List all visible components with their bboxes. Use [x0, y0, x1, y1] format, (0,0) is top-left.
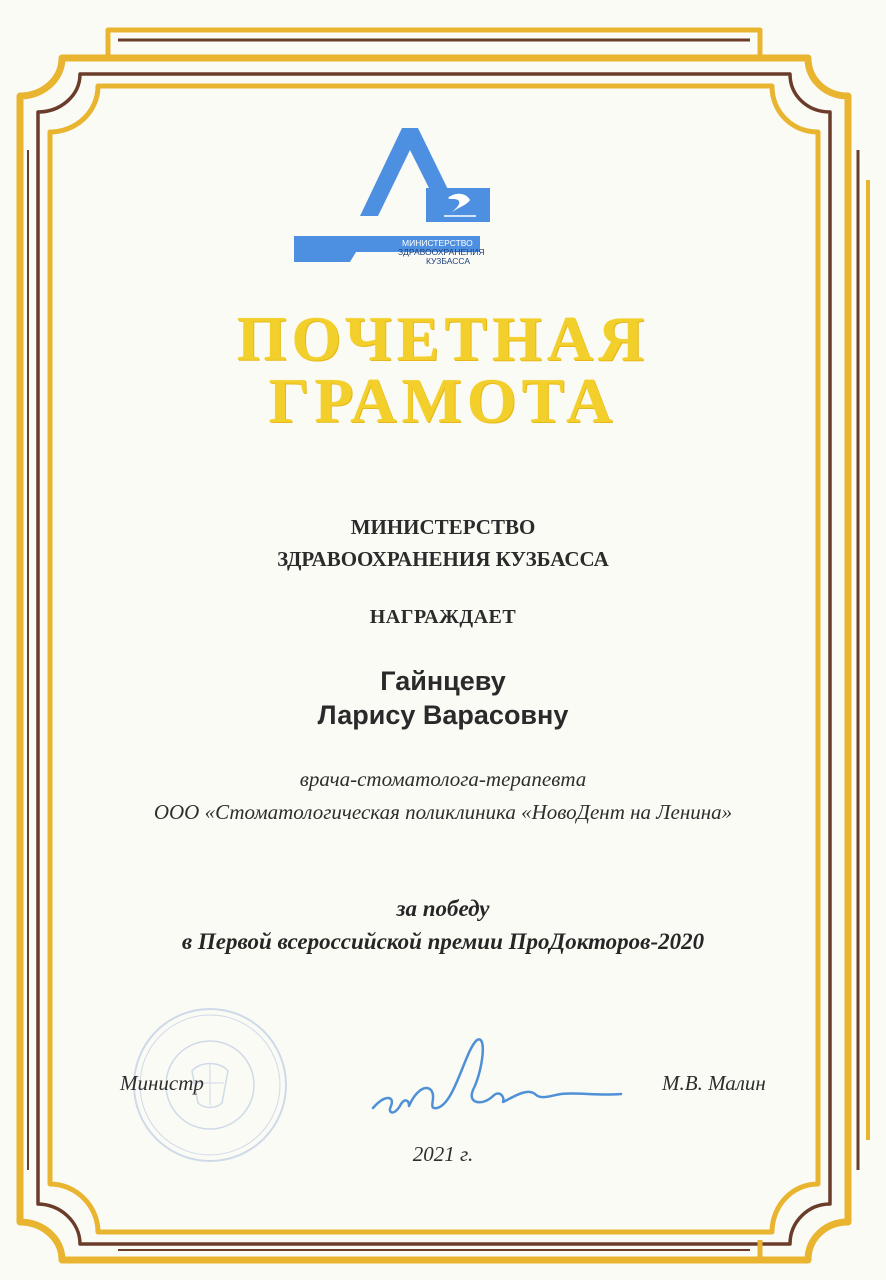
certificate-title-line1: ПОЧЕТНАЯ [236, 303, 650, 374]
logo-line2: ЗДРАВООХРАНЕНИЯ [398, 247, 485, 257]
award-reason-line2: в Первой всероссийской премии ПроДокторов-2020 [181, 929, 705, 954]
issue-year: 2021 г. [412, 1142, 474, 1166]
recipient-position: врача-стоматолога-терапевта [299, 767, 587, 791]
logo-line1: МИНИСТЕРСТВО [402, 238, 473, 248]
logo-line3: КУЗБАССА [426, 256, 471, 266]
signer-name: М.В. Малин [662, 1071, 766, 1095]
signer-title: Министр [120, 1071, 204, 1095]
issuer-line1: МИНИСТЕРСТВО [350, 515, 536, 539]
award-reason-line1: за победу [396, 896, 490, 921]
ministry-logo [290, 126, 500, 266]
certificate-title-line2: ГРАМОТА [268, 365, 618, 436]
recipient-surname: Гайнцеву [380, 666, 506, 696]
award-verb: НАГРАЖДАЕТ [369, 606, 517, 628]
issuer-line2: ЗДРАВООХРАНЕНИЯ КУЗБАССА [277, 547, 609, 571]
recipient-organization: ООО «Стоматологическая поликлиника «НовоДент на Ленина» [153, 800, 733, 824]
recipient-given-names: Ларису Варасовну [317, 700, 569, 730]
handwritten-signature-icon [365, 1030, 635, 1130]
